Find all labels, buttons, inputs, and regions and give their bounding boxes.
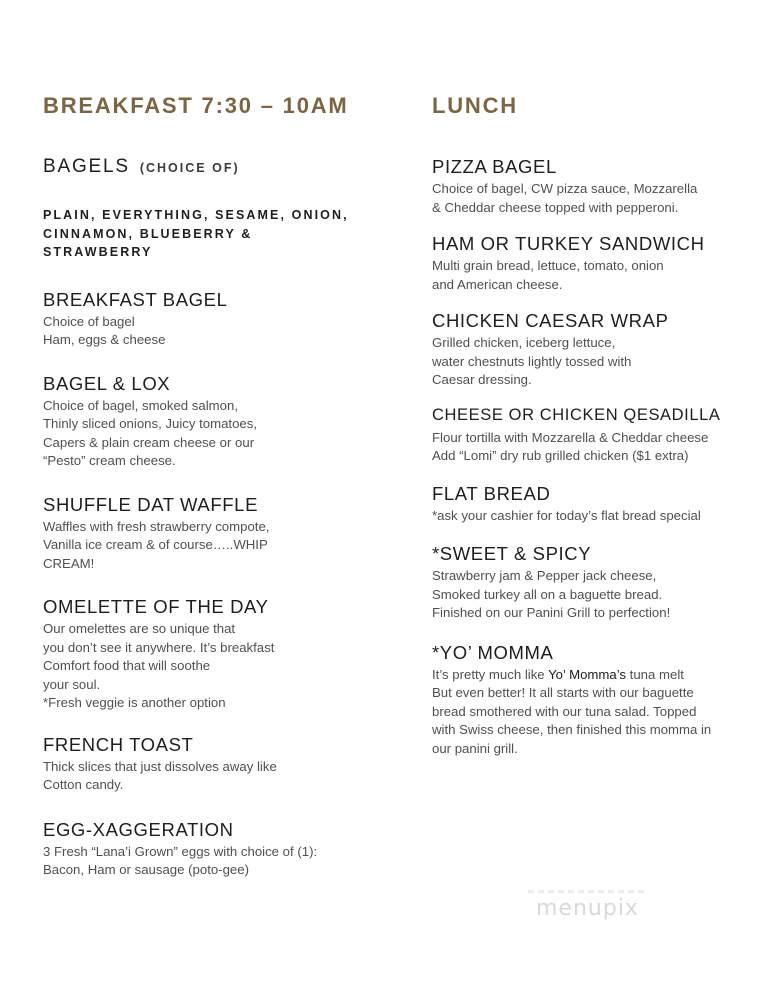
item-description: Flour tortilla with Mozzarella & Cheddar cheese Add “Lomi” dry rub grilled chicken ($1 extra) <box>432 429 709 463</box>
menu-item-sweet-spicy <box>432 542 752 623</box>
menu-item-bagel-lox <box>43 372 388 471</box>
menu-item-chicken-caesar-wrap <box>432 309 752 390</box>
lunch-column <box>432 92 752 758</box>
item-name: CHEESE OR CHICKEN QESADILLA <box>432 405 721 424</box>
item-description: Strawberry jam & Pepper jack cheese, Smoked turkey all on a baguette bread. Finished on our Panini Grill to perfection! <box>432 568 671 620</box>
item-name: BAGEL & LOX <box>43 372 171 394</box>
item-description <box>432 666 752 759</box>
desc-highlight: Yo’ Momma’s <box>548 666 626 682</box>
item-name: *SWEET & SPICY <box>432 543 592 564</box>
desc-part: It’s pretty much like <box>432 666 549 682</box>
breakfast-column <box>43 92 388 880</box>
item-name: EGG-XAGGERATION <box>43 818 234 840</box>
item-description: *ask your cashier for today’s flat bread special <box>432 507 701 523</box>
item-description: Thick slices that just dissolves away like Cotton candy. <box>43 758 277 792</box>
item-description: Grilled chicken, iceberg lettuce, water chestnuts lightly tossed with Caesar dressing. <box>432 335 632 387</box>
menu-item-pizza-bagel <box>432 155 752 217</box>
menu-item-yo-momma <box>432 641 752 759</box>
item-name: BREAKFAST BAGEL <box>43 288 228 310</box>
menu-item-shuffle-dat-waffle <box>43 493 388 574</box>
lunch-title: LUNCH <box>432 93 518 118</box>
desc-part: tuna melt But even better! It all starts with our baguette bread smothered with our tuna salad. Topped with Swiss cheese, then finished this momma in our panini grill. <box>432 666 712 756</box>
item-description: 3 Fresh “Lana’i Grown” eggs with choice of (1): Bacon, Ham or sausage (poto-gee) <box>43 843 318 877</box>
menu-item-ham-turkey-sandwich <box>432 232 752 294</box>
item-name: CHICKEN CAESAR WRAP <box>432 310 669 331</box>
bagels-choice-label: (CHOICE OF) <box>139 161 240 175</box>
menu-item-egg-xaggeration <box>43 818 388 880</box>
item-description: Choice of bagel, CW pizza sauce, Mozzarella & Cheddar cheese topped with pepperoni. <box>432 181 698 215</box>
menu-item-cheese-chicken-qesadilla <box>432 404 752 466</box>
menu-item-flat-bread <box>432 482 752 526</box>
item-description: Our omelettes are so unique that you don’t see it anywhere. It’s breakfast Comfort food that will soothe your soul. *Fresh veggie is another option <box>43 621 275 710</box>
item-name: FRENCH TOAST <box>43 733 194 755</box>
item-name: HAM OR TURKEY SANDWICH <box>432 233 705 254</box>
menu-item-french-toast <box>43 733 388 795</box>
item-name: OMELETTE OF THE DAY <box>43 596 269 617</box>
bagels-label: BAGELS <box>43 156 130 177</box>
item-description: Choice of bagel, smoked salmon, Thinly sliced onions, Juicy tomatoes, Capers & plain cream cheese or our “Pesto” cream cheese. <box>43 397 258 468</box>
menu-item-omelette-of-the-day <box>43 595 388 713</box>
item-name: FLAT BREAD <box>432 482 551 504</box>
item-name: *YO’ MOMMA <box>432 641 554 663</box>
bagel-flavors: PLAIN, EVERYTHING, SESAME, ONION, CINNAMON, BLUEBERRY & STRAWBERRY <box>43 208 349 259</box>
item-name: PIZZA BAGEL <box>432 156 557 177</box>
watermark-decoration <box>528 880 688 886</box>
item-description: Waffles with fresh strawberry compote, Vanilla ice cream & of course…..WHIP CREAM! <box>43 518 270 571</box>
breakfast-title: BREAKFAST 7:30 – 10AM <box>43 93 349 118</box>
bagels-heading <box>43 155 388 180</box>
menupix-watermark: menupix <box>536 896 639 921</box>
item-description: Choice of bagel Ham, eggs & cheese <box>43 313 166 347</box>
item-description: Multi grain bread, lettuce, tomato, onion and American cheese. <box>432 258 664 292</box>
item-name: SHUFFLE DAT WAFFLE <box>43 493 259 515</box>
menu-item-breakfast-bagel <box>43 288 388 350</box>
